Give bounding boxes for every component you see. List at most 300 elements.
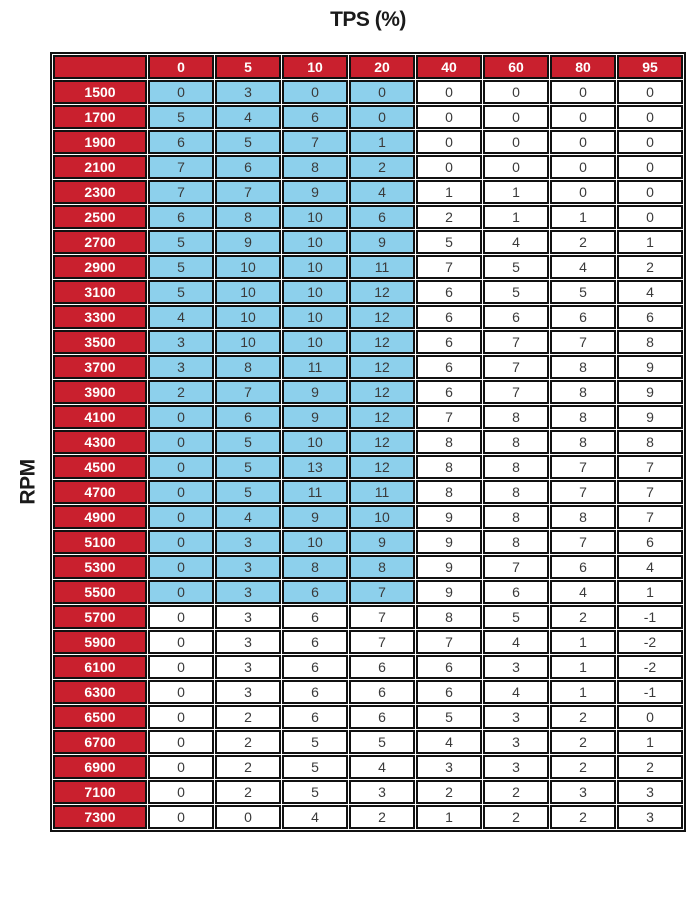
map-cell-rpm4900-tps20: 10 xyxy=(349,505,415,529)
map-cell-rpm6900-tps95: 2 xyxy=(617,755,683,779)
map-cell-rpm6500-tps20: 6 xyxy=(349,705,415,729)
map-cell-rpm6700-tps60: 3 xyxy=(483,730,549,754)
map-cell-rpm6700-tps10: 5 xyxy=(282,730,348,754)
map-cell-rpm1500-tps0: 0 xyxy=(148,80,214,104)
map-cell-rpm1900-tps20: 1 xyxy=(349,130,415,154)
map-cell-rpm6900-tps80: 2 xyxy=(550,755,616,779)
map-cell-rpm4700-tps5: 5 xyxy=(215,480,281,504)
map-cell-rpm2500-tps5: 8 xyxy=(215,205,281,229)
map-cell-rpm4300-tps40: 8 xyxy=(416,430,482,454)
map-cell-rpm2100-tps80: 0 xyxy=(550,155,616,179)
map-cell-rpm1500-tps10: 0 xyxy=(282,80,348,104)
map-cell-rpm7300-tps80: 2 xyxy=(550,805,616,829)
map-cell-rpm5900-tps95: -2 xyxy=(617,630,683,654)
map-cell-rpm5300-tps20: 8 xyxy=(349,555,415,579)
map-cell-rpm3500-tps5: 10 xyxy=(215,330,281,354)
map-row-4700 xyxy=(53,480,683,504)
map-cell-rpm2100-tps95: 0 xyxy=(617,155,683,179)
map-cell-rpm6900-tps60: 3 xyxy=(483,755,549,779)
map-cell-rpm3900-tps5: 7 xyxy=(215,380,281,404)
map-cell-rpm1500-tps60: 0 xyxy=(483,80,549,104)
map-cell-rpm7300-tps95: 3 xyxy=(617,805,683,829)
map-cell-rpm2700-tps10: 10 xyxy=(282,230,348,254)
map-cell-rpm7100-tps0: 0 xyxy=(148,780,214,804)
row-header-rpm-5100: 5100 xyxy=(53,530,147,554)
map-cell-rpm6100-tps60: 3 xyxy=(483,655,549,679)
tps-rpm-map-table xyxy=(50,52,686,832)
map-cell-rpm7100-tps60: 2 xyxy=(483,780,549,804)
map-cell-rpm3700-tps5: 8 xyxy=(215,355,281,379)
map-cell-rpm5700-tps5: 3 xyxy=(215,605,281,629)
map-cell-rpm5900-tps10: 6 xyxy=(282,630,348,654)
map-cell-rpm6500-tps40: 5 xyxy=(416,705,482,729)
map-cell-rpm2700-tps80: 2 xyxy=(550,230,616,254)
map-cell-rpm2500-tps80: 1 xyxy=(550,205,616,229)
map-cell-rpm7100-tps20: 3 xyxy=(349,780,415,804)
map-cell-rpm6300-tps60: 4 xyxy=(483,680,549,704)
map-cell-rpm7100-tps95: 3 xyxy=(617,780,683,804)
map-cell-rpm5900-tps20: 7 xyxy=(349,630,415,654)
map-cell-rpm3700-tps80: 8 xyxy=(550,355,616,379)
map-cell-rpm4700-tps10: 11 xyxy=(282,480,348,504)
map-row-5300 xyxy=(53,555,683,579)
row-header-rpm-7100: 7100 xyxy=(53,780,147,804)
map-cell-rpm5900-tps5: 3 xyxy=(215,630,281,654)
map-cell-rpm1700-tps95: 0 xyxy=(617,105,683,129)
map-cell-rpm4100-tps80: 8 xyxy=(550,405,616,429)
map-cell-rpm6500-tps10: 6 xyxy=(282,705,348,729)
map-cell-rpm4300-tps60: 8 xyxy=(483,430,549,454)
corner-cell xyxy=(53,55,147,79)
map-cell-rpm7100-tps80: 3 xyxy=(550,780,616,804)
map-cell-rpm5500-tps95: 1 xyxy=(617,580,683,604)
map-cell-rpm4100-tps5: 6 xyxy=(215,405,281,429)
map-cell-rpm3500-tps40: 6 xyxy=(416,330,482,354)
map-cell-rpm4700-tps40: 8 xyxy=(416,480,482,504)
map-cell-rpm1700-tps60: 0 xyxy=(483,105,549,129)
map-cell-rpm4700-tps20: 11 xyxy=(349,480,415,504)
map-cell-rpm3300-tps0: 4 xyxy=(148,305,214,329)
map-cell-rpm2500-tps40: 2 xyxy=(416,205,482,229)
row-header-rpm-3100: 3100 xyxy=(53,280,147,304)
map-row-5700 xyxy=(53,605,683,629)
map-cell-rpm1500-tps20: 0 xyxy=(349,80,415,104)
map-cell-rpm5100-tps5: 3 xyxy=(215,530,281,554)
map-cell-rpm2300-tps0: 7 xyxy=(148,180,214,204)
map-cell-rpm7100-tps40: 2 xyxy=(416,780,482,804)
map-cell-rpm4700-tps60: 8 xyxy=(483,480,549,504)
column-header-tps-0: 0 xyxy=(148,55,214,79)
map-cell-rpm2700-tps40: 5 xyxy=(416,230,482,254)
map-cell-rpm3100-tps95: 4 xyxy=(617,280,683,304)
map-cell-rpm5300-tps40: 9 xyxy=(416,555,482,579)
map-cell-rpm5300-tps0: 0 xyxy=(148,555,214,579)
map-cell-rpm2900-tps0: 5 xyxy=(148,255,214,279)
map-cell-rpm7300-tps40: 1 xyxy=(416,805,482,829)
map-cell-rpm6700-tps40: 4 xyxy=(416,730,482,754)
row-header-rpm-3300: 3300 xyxy=(53,305,147,329)
column-header-tps-40: 40 xyxy=(416,55,482,79)
map-cell-rpm6700-tps80: 2 xyxy=(550,730,616,754)
map-row-3700 xyxy=(53,355,683,379)
map-row-6500 xyxy=(53,705,683,729)
map-row-2900 xyxy=(53,255,683,279)
map-cell-rpm5300-tps10: 8 xyxy=(282,555,348,579)
map-cell-rpm3500-tps60: 7 xyxy=(483,330,549,354)
map-cell-rpm5500-tps80: 4 xyxy=(550,580,616,604)
map-cell-rpm4900-tps5: 4 xyxy=(215,505,281,529)
map-cell-rpm6100-tps80: 1 xyxy=(550,655,616,679)
map-cell-rpm4500-tps60: 8 xyxy=(483,455,549,479)
map-cell-rpm3700-tps95: 9 xyxy=(617,355,683,379)
map-cell-rpm5100-tps0: 0 xyxy=(148,530,214,554)
map-cell-rpm5700-tps0: 0 xyxy=(148,605,214,629)
map-cell-rpm5900-tps0: 0 xyxy=(148,630,214,654)
map-cell-rpm1700-tps5: 4 xyxy=(215,105,281,129)
map-cell-rpm5100-tps60: 8 xyxy=(483,530,549,554)
map-cell-rpm5100-tps10: 10 xyxy=(282,530,348,554)
map-row-3100 xyxy=(53,280,683,304)
column-header-tps-60: 60 xyxy=(483,55,549,79)
map-cell-rpm2500-tps60: 1 xyxy=(483,205,549,229)
row-header-rpm-4100: 4100 xyxy=(53,405,147,429)
map-cell-rpm5700-tps20: 7 xyxy=(349,605,415,629)
map-cell-rpm2900-tps20: 11 xyxy=(349,255,415,279)
map-cell-rpm1900-tps60: 0 xyxy=(483,130,549,154)
map-cell-rpm4500-tps20: 12 xyxy=(349,455,415,479)
map-cell-rpm4900-tps80: 8 xyxy=(550,505,616,529)
map-cell-rpm2700-tps0: 5 xyxy=(148,230,214,254)
row-header-rpm-7300: 7300 xyxy=(53,805,147,829)
map-row-4100 xyxy=(53,405,683,429)
map-cell-rpm6100-tps10: 6 xyxy=(282,655,348,679)
map-cell-rpm2300-tps95: 0 xyxy=(617,180,683,204)
map-cell-rpm3900-tps10: 9 xyxy=(282,380,348,404)
map-cell-rpm6300-tps5: 3 xyxy=(215,680,281,704)
map-cell-rpm3700-tps10: 11 xyxy=(282,355,348,379)
rpm-axis-label: RPM xyxy=(16,459,40,505)
map-cell-rpm3100-tps5: 10 xyxy=(215,280,281,304)
map-cell-rpm6900-tps20: 4 xyxy=(349,755,415,779)
map-cell-rpm5300-tps5: 3 xyxy=(215,555,281,579)
map-cell-rpm3900-tps80: 8 xyxy=(550,380,616,404)
map-row-2100 xyxy=(53,155,683,179)
column-header-tps-5: 5 xyxy=(215,55,281,79)
map-cell-rpm5500-tps10: 6 xyxy=(282,580,348,604)
map-cell-rpm3300-tps40: 6 xyxy=(416,305,482,329)
map-cell-rpm1500-tps40: 0 xyxy=(416,80,482,104)
map-cell-rpm5500-tps40: 9 xyxy=(416,580,482,604)
map-cell-rpm2700-tps20: 9 xyxy=(349,230,415,254)
map-row-7300 xyxy=(53,805,683,829)
map-cell-rpm2900-tps10: 10 xyxy=(282,255,348,279)
map-cell-rpm3500-tps20: 12 xyxy=(349,330,415,354)
map-cell-rpm6100-tps20: 6 xyxy=(349,655,415,679)
row-header-rpm-4900: 4900 xyxy=(53,505,147,529)
map-cell-rpm2500-tps0: 6 xyxy=(148,205,214,229)
map-cell-rpm6900-tps10: 5 xyxy=(282,755,348,779)
row-header-rpm-1900: 1900 xyxy=(53,130,147,154)
map-cell-rpm1500-tps5: 3 xyxy=(215,80,281,104)
row-header-rpm-6900: 6900 xyxy=(53,755,147,779)
map-cell-rpm6100-tps5: 3 xyxy=(215,655,281,679)
map-cell-rpm2100-tps20: 2 xyxy=(349,155,415,179)
map-cell-rpm1900-tps40: 0 xyxy=(416,130,482,154)
map-cell-rpm5100-tps95: 6 xyxy=(617,530,683,554)
map-cell-rpm6100-tps0: 0 xyxy=(148,655,214,679)
map-cell-rpm4100-tps40: 7 xyxy=(416,405,482,429)
map-cell-rpm4500-tps40: 8 xyxy=(416,455,482,479)
row-header-rpm-1700: 1700 xyxy=(53,105,147,129)
map-cell-rpm2100-tps10: 8 xyxy=(282,155,348,179)
row-header-rpm-5500: 5500 xyxy=(53,580,147,604)
map-cell-rpm2900-tps60: 5 xyxy=(483,255,549,279)
header-row xyxy=(53,55,683,79)
map-row-2700 xyxy=(53,230,683,254)
map-row-7100 xyxy=(53,780,683,804)
map-cell-rpm2100-tps5: 6 xyxy=(215,155,281,179)
row-header-rpm-6300: 6300 xyxy=(53,680,147,704)
map-cell-rpm2500-tps10: 10 xyxy=(282,205,348,229)
row-header-rpm-2300: 2300 xyxy=(53,180,147,204)
map-cell-rpm4100-tps0: 0 xyxy=(148,405,214,429)
map-cell-rpm1700-tps40: 0 xyxy=(416,105,482,129)
row-header-rpm-4300: 4300 xyxy=(53,430,147,454)
map-cell-rpm2100-tps0: 7 xyxy=(148,155,214,179)
map-cell-rpm3700-tps20: 12 xyxy=(349,355,415,379)
map-cell-rpm1900-tps5: 5 xyxy=(215,130,281,154)
map-cell-rpm5500-tps5: 3 xyxy=(215,580,281,604)
map-row-4900 xyxy=(53,505,683,529)
map-cell-rpm2700-tps5: 9 xyxy=(215,230,281,254)
map-cell-rpm7100-tps5: 2 xyxy=(215,780,281,804)
map-cell-rpm3100-tps60: 5 xyxy=(483,280,549,304)
map-cell-rpm5700-tps10: 6 xyxy=(282,605,348,629)
map-cell-rpm3500-tps95: 8 xyxy=(617,330,683,354)
map-cell-rpm6100-tps40: 6 xyxy=(416,655,482,679)
column-header-tps-80: 80 xyxy=(550,55,616,79)
map-cell-rpm3100-tps0: 5 xyxy=(148,280,214,304)
row-header-rpm-6500: 6500 xyxy=(53,705,147,729)
map-cell-rpm7300-tps5: 0 xyxy=(215,805,281,829)
map-cell-rpm4500-tps0: 0 xyxy=(148,455,214,479)
map-table-body xyxy=(53,80,683,829)
map-cell-rpm5700-tps80: 2 xyxy=(550,605,616,629)
map-row-5100 xyxy=(53,530,683,554)
row-header-rpm-3500: 3500 xyxy=(53,330,147,354)
map-cell-rpm4700-tps0: 0 xyxy=(148,480,214,504)
map-cell-rpm4300-tps95: 8 xyxy=(617,430,683,454)
map-cell-rpm3700-tps40: 6 xyxy=(416,355,482,379)
map-cell-rpm1500-tps80: 0 xyxy=(550,80,616,104)
map-cell-rpm2900-tps95: 2 xyxy=(617,255,683,279)
map-row-1500 xyxy=(53,80,683,104)
map-cell-rpm3500-tps10: 10 xyxy=(282,330,348,354)
column-header-tps-20: 20 xyxy=(349,55,415,79)
map-cell-rpm5900-tps40: 7 xyxy=(416,630,482,654)
map-cell-rpm5900-tps80: 1 xyxy=(550,630,616,654)
map-cell-rpm3300-tps20: 12 xyxy=(349,305,415,329)
map-cell-rpm3300-tps5: 10 xyxy=(215,305,281,329)
map-cell-rpm2700-tps60: 4 xyxy=(483,230,549,254)
map-cell-rpm6500-tps5: 2 xyxy=(215,705,281,729)
map-cell-rpm2900-tps5: 10 xyxy=(215,255,281,279)
row-header-rpm-1500: 1500 xyxy=(53,80,147,104)
map-cell-rpm5100-tps20: 9 xyxy=(349,530,415,554)
map-cell-rpm6900-tps5: 2 xyxy=(215,755,281,779)
map-cell-rpm4900-tps95: 7 xyxy=(617,505,683,529)
map-row-6700 xyxy=(53,730,683,754)
row-header-rpm-6700: 6700 xyxy=(53,730,147,754)
map-cell-rpm2300-tps10: 9 xyxy=(282,180,348,204)
map-row-5500 xyxy=(53,580,683,604)
map-cell-rpm2100-tps60: 0 xyxy=(483,155,549,179)
map-cell-rpm4900-tps40: 9 xyxy=(416,505,482,529)
map-cell-rpm6100-tps95: -2 xyxy=(617,655,683,679)
map-cell-rpm2500-tps95: 0 xyxy=(617,205,683,229)
row-header-rpm-3700: 3700 xyxy=(53,355,147,379)
row-header-rpm-2500: 2500 xyxy=(53,205,147,229)
map-cell-rpm4500-tps95: 7 xyxy=(617,455,683,479)
map-cell-rpm4300-tps5: 5 xyxy=(215,430,281,454)
map-row-3300 xyxy=(53,305,683,329)
map-cell-rpm2300-tps60: 1 xyxy=(483,180,549,204)
map-row-6100 xyxy=(53,655,683,679)
map-cell-rpm4300-tps80: 8 xyxy=(550,430,616,454)
map-row-2500 xyxy=(53,205,683,229)
map-cell-rpm4700-tps80: 7 xyxy=(550,480,616,504)
map-cell-rpm5700-tps40: 8 xyxy=(416,605,482,629)
map-row-1900 xyxy=(53,130,683,154)
map-cell-rpm6300-tps80: 1 xyxy=(550,680,616,704)
map-cell-rpm1900-tps10: 7 xyxy=(282,130,348,154)
map-row-6300 xyxy=(53,680,683,704)
map-cell-rpm7300-tps60: 2 xyxy=(483,805,549,829)
map-cell-rpm7300-tps10: 4 xyxy=(282,805,348,829)
map-cell-rpm3900-tps20: 12 xyxy=(349,380,415,404)
map-cell-rpm5500-tps20: 7 xyxy=(349,580,415,604)
map-cell-rpm3300-tps10: 10 xyxy=(282,305,348,329)
map-cell-rpm3700-tps60: 7 xyxy=(483,355,549,379)
map-row-6900 xyxy=(53,755,683,779)
map-cell-rpm4900-tps0: 0 xyxy=(148,505,214,529)
row-header-rpm-5900: 5900 xyxy=(53,630,147,654)
map-cell-rpm6300-tps10: 6 xyxy=(282,680,348,704)
map-cell-rpm2900-tps80: 4 xyxy=(550,255,616,279)
map-cell-rpm7100-tps10: 5 xyxy=(282,780,348,804)
map-cell-rpm5700-tps95: -1 xyxy=(617,605,683,629)
map-cell-rpm2300-tps40: 1 xyxy=(416,180,482,204)
map-cell-rpm1700-tps0: 5 xyxy=(148,105,214,129)
tps-axis-title: TPS (%) xyxy=(330,8,406,31)
map-cell-rpm6300-tps20: 6 xyxy=(349,680,415,704)
map-cell-rpm5100-tps80: 7 xyxy=(550,530,616,554)
map-cell-rpm2100-tps40: 0 xyxy=(416,155,482,179)
map-cell-rpm7300-tps20: 2 xyxy=(349,805,415,829)
map-cell-rpm4100-tps95: 9 xyxy=(617,405,683,429)
map-cell-rpm1700-tps80: 0 xyxy=(550,105,616,129)
map-cell-rpm4300-tps20: 12 xyxy=(349,430,415,454)
map-cell-rpm6700-tps95: 1 xyxy=(617,730,683,754)
map-cell-rpm4100-tps10: 9 xyxy=(282,405,348,429)
map-cell-rpm4500-tps10: 13 xyxy=(282,455,348,479)
map-cell-rpm4700-tps95: 7 xyxy=(617,480,683,504)
map-cell-rpm3900-tps95: 9 xyxy=(617,380,683,404)
map-cell-rpm6500-tps95: 0 xyxy=(617,705,683,729)
map-cell-rpm6900-tps40: 3 xyxy=(416,755,482,779)
map-cell-rpm3100-tps80: 5 xyxy=(550,280,616,304)
map-row-3500 xyxy=(53,330,683,354)
map-cell-rpm6500-tps80: 2 xyxy=(550,705,616,729)
map-cell-rpm6700-tps5: 2 xyxy=(215,730,281,754)
map-cell-rpm5300-tps80: 6 xyxy=(550,555,616,579)
map-cell-rpm5900-tps60: 4 xyxy=(483,630,549,654)
map-cell-rpm6500-tps0: 0 xyxy=(148,705,214,729)
map-cell-rpm3100-tps10: 10 xyxy=(282,280,348,304)
map-cell-rpm7300-tps0: 0 xyxy=(148,805,214,829)
map-cell-rpm6300-tps40: 6 xyxy=(416,680,482,704)
map-cell-rpm3900-tps60: 7 xyxy=(483,380,549,404)
map-row-1700 xyxy=(53,105,683,129)
row-header-rpm-2900: 2900 xyxy=(53,255,147,279)
map-cell-rpm1900-tps95: 0 xyxy=(617,130,683,154)
map-cell-rpm3300-tps60: 6 xyxy=(483,305,549,329)
map-cell-rpm2300-tps20: 4 xyxy=(349,180,415,204)
row-header-rpm-2100: 2100 xyxy=(53,155,147,179)
map-cell-rpm4500-tps80: 7 xyxy=(550,455,616,479)
row-header-rpm-4700: 4700 xyxy=(53,480,147,504)
map-cell-rpm2900-tps40: 7 xyxy=(416,255,482,279)
map-row-4300 xyxy=(53,430,683,454)
map-cell-rpm4900-tps10: 9 xyxy=(282,505,348,529)
map-cell-rpm3100-tps20: 12 xyxy=(349,280,415,304)
map-cell-rpm6300-tps95: -1 xyxy=(617,680,683,704)
map-cell-rpm4100-tps60: 8 xyxy=(483,405,549,429)
map-cell-rpm1700-tps20: 0 xyxy=(349,105,415,129)
row-header-rpm-6100: 6100 xyxy=(53,655,147,679)
map-cell-rpm6900-tps0: 0 xyxy=(148,755,214,779)
map-cell-rpm2500-tps20: 6 xyxy=(349,205,415,229)
map-cell-rpm4900-tps60: 8 xyxy=(483,505,549,529)
map-cell-rpm3300-tps80: 6 xyxy=(550,305,616,329)
map-row-5900 xyxy=(53,630,683,654)
map-cell-rpm2300-tps80: 0 xyxy=(550,180,616,204)
row-header-rpm-2700: 2700 xyxy=(53,230,147,254)
map-cell-rpm6700-tps20: 5 xyxy=(349,730,415,754)
map-cell-rpm6300-tps0: 0 xyxy=(148,680,214,704)
map-cell-rpm4300-tps10: 10 xyxy=(282,430,348,454)
row-header-rpm-5700: 5700 xyxy=(53,605,147,629)
map-cell-rpm5500-tps0: 0 xyxy=(148,580,214,604)
map-cell-rpm1900-tps80: 0 xyxy=(550,130,616,154)
map-row-4500 xyxy=(53,455,683,479)
map-cell-rpm6700-tps0: 0 xyxy=(148,730,214,754)
map-cell-rpm2700-tps95: 1 xyxy=(617,230,683,254)
map-cell-rpm5500-tps60: 6 xyxy=(483,580,549,604)
map-cell-rpm3700-tps0: 3 xyxy=(148,355,214,379)
row-header-rpm-5300: 5300 xyxy=(53,555,147,579)
map-cell-rpm3300-tps95: 6 xyxy=(617,305,683,329)
map-cell-rpm1700-tps10: 6 xyxy=(282,105,348,129)
map-cell-rpm4100-tps20: 12 xyxy=(349,405,415,429)
row-header-rpm-4500: 4500 xyxy=(53,455,147,479)
map-cell-rpm5700-tps60: 5 xyxy=(483,605,549,629)
map-cell-rpm1900-tps0: 6 xyxy=(148,130,214,154)
map-cell-rpm3900-tps40: 6 xyxy=(416,380,482,404)
map-cell-rpm3500-tps80: 7 xyxy=(550,330,616,354)
map-cell-rpm3900-tps0: 2 xyxy=(148,380,214,404)
column-header-tps-10: 10 xyxy=(282,55,348,79)
